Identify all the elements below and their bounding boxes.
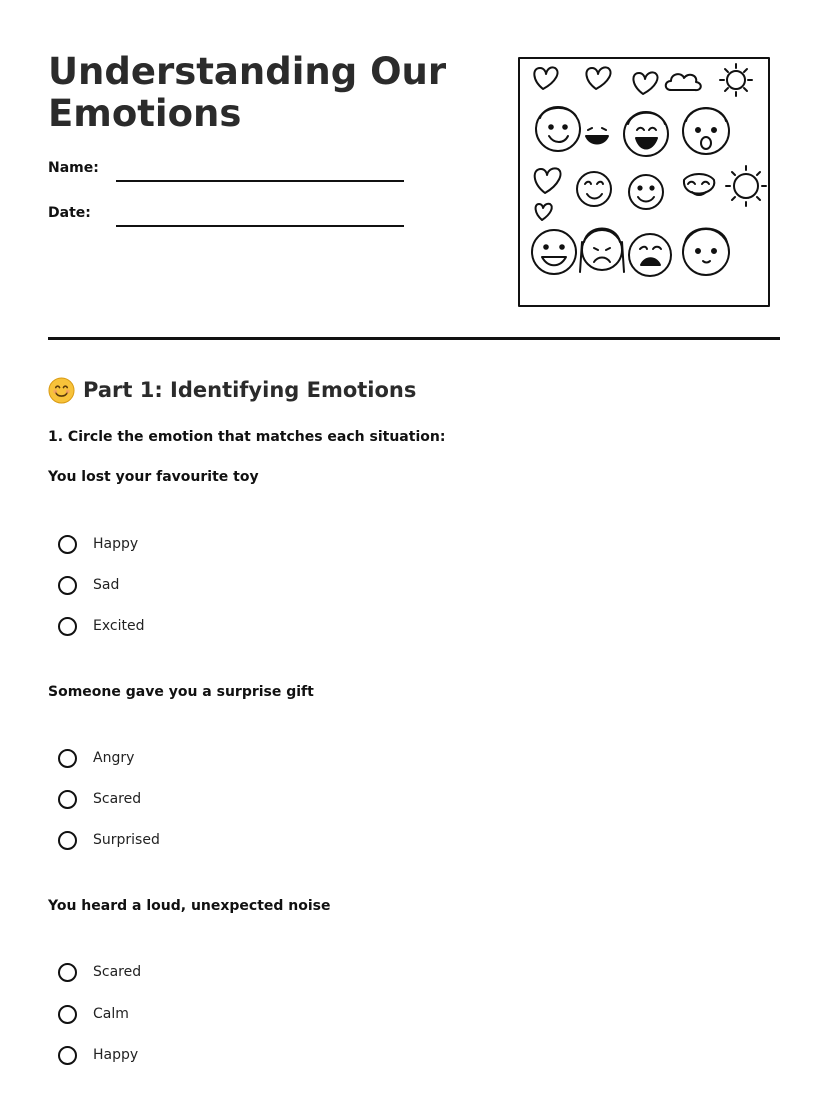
- option-label: Happy: [93, 1047, 139, 1063]
- question-3-option-1[interactable]: [58, 960, 141, 984]
- heart-icon: [534, 67, 557, 89]
- radio-button[interactable]: [58, 1005, 77, 1024]
- grinning-face-icon: [586, 128, 608, 144]
- option-label: Scared: [93, 791, 142, 807]
- radio-button[interactable]: [58, 790, 77, 809]
- smiling-face-icon: [629, 175, 663, 209]
- part-1-heading: [48, 374, 416, 406]
- question-2-option-3[interactable]: [58, 828, 160, 852]
- radio-button[interactable]: [58, 617, 77, 636]
- crying-face-icon: [629, 234, 671, 276]
- name-label: Name:: [48, 160, 99, 176]
- name-field[interactable]: [116, 180, 404, 182]
- option-label: Scared: [93, 964, 142, 980]
- content-face-icon: [684, 174, 714, 195]
- option-label: Happy: [93, 536, 139, 552]
- smiling-child-face-icon: [536, 107, 580, 151]
- worksheet-title: Understanding Our Emotions: [48, 50, 447, 135]
- surprised-child-face-icon: [683, 108, 729, 154]
- big-smile-face-icon: [532, 230, 576, 274]
- question-1-option-1[interactable]: [58, 532, 138, 556]
- option-label: Angry: [93, 750, 135, 766]
- question-1-text: You lost your favourite toy: [48, 469, 259, 485]
- heart-icon: [633, 72, 657, 94]
- sad-child-face-icon: [580, 229, 624, 273]
- radio-button[interactable]: [58, 749, 77, 768]
- question-3-option-2[interactable]: [58, 1002, 129, 1026]
- radio-button[interactable]: [58, 535, 77, 554]
- heart-icon: [536, 204, 552, 220]
- smiling-face-icon: [48, 377, 75, 404]
- smiling-face-icon: [577, 172, 611, 206]
- calm-child-face-icon: [683, 229, 729, 276]
- emotion-faces-image: [518, 56, 770, 308]
- question-2-option-1[interactable]: [58, 746, 134, 770]
- option-label: Excited: [93, 618, 145, 634]
- heart-icon: [586, 67, 610, 89]
- question-1-option-2[interactable]: [58, 573, 119, 597]
- sun-icon: [720, 64, 752, 96]
- question-3-text: You heard a loud, unexpected noise: [48, 898, 331, 914]
- question-3-option-3[interactable]: [58, 1043, 138, 1067]
- laughing-child-face-icon: [624, 112, 668, 156]
- date-label: Date:: [48, 205, 91, 221]
- radio-button[interactable]: [58, 576, 77, 595]
- question-2-option-2[interactable]: [58, 787, 141, 811]
- radio-button[interactable]: [58, 963, 77, 982]
- date-field[interactable]: [116, 225, 404, 227]
- question-2-text: Someone gave you a surprise gift: [48, 684, 314, 700]
- section-divider: [48, 337, 780, 340]
- option-label: Surprised: [93, 832, 160, 848]
- cloud-icon: [666, 74, 701, 90]
- option-label: Sad: [93, 577, 120, 593]
- worksheet-page: [48, 0, 780, 1118]
- question-1-option-3[interactable]: [58, 614, 144, 638]
- instruction-text: 1. Circle the emotion that matches each situation:: [48, 429, 446, 445]
- sun-icon: [726, 166, 766, 206]
- part-1-heading-text: Part 1: Identifying Emotions: [83, 378, 417, 402]
- heart-icon: [535, 168, 561, 193]
- radio-button[interactable]: [58, 831, 77, 850]
- option-label: Calm: [93, 1006, 129, 1022]
- radio-button[interactable]: [58, 1046, 77, 1065]
